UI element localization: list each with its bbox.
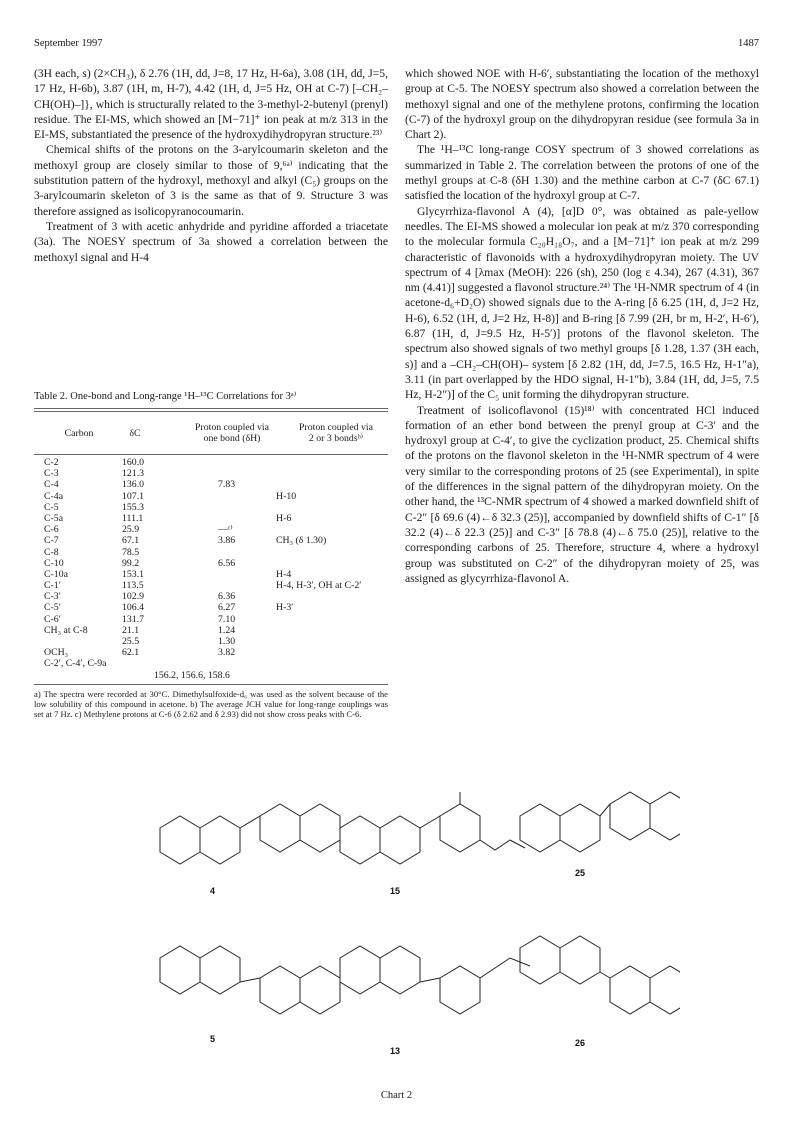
chemical-structures-chart bbox=[120, 768, 680, 1078]
structure-13 bbox=[340, 946, 530, 1014]
structure-4 bbox=[160, 804, 340, 864]
table-row bbox=[34, 524, 388, 535]
table-row bbox=[34, 502, 388, 513]
cell-dc: 155.3 bbox=[122, 501, 145, 513]
table-row bbox=[34, 457, 388, 468]
right-column bbox=[405, 66, 759, 586]
cell-carbon: C-10a bbox=[44, 568, 68, 580]
chart-title: Chart 2 bbox=[380, 1090, 413, 1101]
table-2 bbox=[34, 390, 388, 719]
header-one-bond-2: one bond (δH) bbox=[203, 433, 261, 444]
cell-one-bond: 6.27 bbox=[218, 602, 236, 614]
structure-26 bbox=[520, 936, 680, 1014]
cell-carbon: C-2 bbox=[44, 457, 59, 468]
cell-carbon: C-3 bbox=[44, 468, 59, 480]
running-header-date: September 1997 bbox=[34, 38, 103, 49]
cell-dc: 131.7 bbox=[122, 613, 145, 625]
table-row bbox=[34, 658, 388, 669]
table-bottom-rule bbox=[34, 684, 388, 685]
table-row bbox=[34, 625, 388, 636]
cell-dc: 156.2, 156.6, 158.6 bbox=[154, 669, 230, 681]
table-row bbox=[34, 602, 388, 613]
cell-one-bond: 3.86 bbox=[218, 535, 236, 547]
cell-dc: 102.9 bbox=[122, 591, 145, 603]
cell-carbon: C-1′ bbox=[44, 580, 61, 592]
cell-carbon: C-2′, C-4′, C-9a bbox=[44, 658, 107, 670]
cell-long-range: CH₃ (δ 1.30) bbox=[276, 535, 327, 547]
cell-carbon: C-7 bbox=[44, 535, 59, 547]
cell-long-range: H-6 bbox=[276, 512, 292, 524]
cell-dc: 107.1 bbox=[122, 490, 145, 502]
cell-one-bond: 1.24 bbox=[218, 624, 236, 636]
cell-one-bond: 6.36 bbox=[218, 591, 236, 603]
header-carbon: Carbon bbox=[64, 428, 94, 439]
cell-carbon: C-4 bbox=[44, 479, 59, 491]
structure-25 bbox=[520, 792, 680, 852]
compound-label-25: 25 bbox=[575, 868, 586, 878]
cell-dc: 67.1 bbox=[122, 535, 140, 547]
left-column bbox=[34, 66, 388, 265]
paragraph: Chemical shifts of the protons on the 3-arylcoumarin skeleton and the methoxyl group are closely similar to those of 9,⁶ᵃ⁾ indicating that the substitution pattern of the hydroxyl, methoxyl and alkyl (C₅) groups on the 3-arylcoumarin skeleton of 3 is the same as that of 9. Structure 3 was therefore assigned as isolicopyranocoumarin. bbox=[34, 143, 388, 218]
table-row bbox=[34, 513, 388, 524]
paragraph: Treatment of isolicoflavonol (15)¹⁸⁾ with concentrated HCl induced formation of an ether bond between the prenyl group at C-3′ and the hydroxyl group at C-4′, to give the cyclization product, 25. Chemical shifts of the protons on the flavonol skeleton in the ¹H-NMR spectrum of 4 were very similar to the corresponding protons of 25 (see Experimental), in spite of the differences in the signal pattern of the dihydropyran moiety. On the other hand, the ¹³C-NMR spectrum of 4 showed a marked downfield shift of C-2″ [δ 69.6 (4)←δ 32.3 (25)], accompanied by downfield shifts of C-1″ [δ 32.2 (4)←δ 22.3 (25)] and C-3″ [δ 78.8 (4)←δ 75.0 (25)], relative to the corresponding carbons of 25. Therefore, structure 4, where a hydroxyl group was substituted on C-2″ of the dihydropyran moiety of 25, was assigned as glycyrrhiza-flavonol A. bbox=[405, 403, 759, 585]
table-row bbox=[34, 547, 388, 558]
cell-dc: 111.1 bbox=[122, 512, 144, 524]
table-row bbox=[34, 535, 388, 546]
compound-label-13: 13 bbox=[390, 1046, 401, 1056]
cell-carbon: C-8 bbox=[44, 546, 59, 558]
table-row bbox=[34, 647, 388, 658]
cell-carbon: C-6 bbox=[44, 524, 59, 536]
table-row bbox=[34, 614, 388, 625]
compound-label-4: 4 bbox=[210, 886, 216, 896]
cell-dc: 21.1 bbox=[122, 624, 140, 636]
paragraph: Glycyrrhiza-flavonol A (4), [α]D 0°, was obtained as pale-yellow needles. The EI-MS showed a molecular ion peak at m/z 370 corresponding to the molecular formula C₂₀H₁₈O₇, and a [M−71]⁺ ion peak at m/z 299 characteristic of flavonoids with a hydroxydihydropyran moiety. The UV spectrum of 4 [λmax (MeOH): 226 (sh), 250 (log ε 4.34), 267 (4.31), 367 nm (4.41)] suggested a flavonol structure.²⁴⁾ The ¹H-NMR spectrum of 4 (in acetone-d₆+D₂O) showed signals due to the A-ring [δ 6.25 (1H, d, J=2 Hz, H-6), 6.52 (1H, d, J=2 Hz, H-8)] and B-ring [δ 7.99 (2H, br m, H-2′, H-6′), 6.87 (1H, d, J=9.5 Hz, H-5′)] protons of the flavonol skeleton. The spectrum also showed signals of two methyl groups [δ 1.28, 1.37 (3H each, s)] and a –CH₂–CH(OH)– system [δ 2.82 (1H, dd, J=7.5, 16.5 Hz, H-1″a), 3.11 (in part overlapped by the HDO signal, H-1″b), 3.84 (1H, dd, J=5, 7.5 Hz, H-2″)] of the C₅ unit forming the dihydropyran structure. bbox=[405, 204, 759, 402]
cell-carbon: C-3′ bbox=[44, 591, 61, 603]
cell-carbon: C-6′ bbox=[44, 613, 61, 625]
table-footnotes: a) The spectra were recorded at 30°C. Dimethylsulfoxide-d₆ was used as the solvent because of the low solubility of this compound in acetone. b) The average JCH value for long-range couplings was set at 7 Hz. c) Methylene protons at C-6 (δ 2.62 and δ 2.93) did not show cross peaks with C-6. bbox=[34, 688, 388, 720]
page-number: 1487 bbox=[738, 38, 759, 49]
cell-carbon: C-5′ bbox=[44, 602, 61, 614]
header-long-range-2: 2 or 3 bondsᵇ⁾ bbox=[308, 433, 364, 444]
table-body bbox=[34, 455, 388, 684]
cell-dc: 113.5 bbox=[122, 580, 144, 592]
cell-one-bond: 1.30 bbox=[218, 636, 236, 647]
compound-label-26: 26 bbox=[575, 1038, 586, 1048]
cell-long-range: H-4 bbox=[276, 568, 292, 580]
cell-one-bond: 7.10 bbox=[218, 613, 236, 625]
cell-carbon: C-5 bbox=[44, 501, 59, 513]
cell-dc: 25.9 bbox=[122, 524, 140, 536]
cell-one-bond: 7.83 bbox=[218, 479, 236, 491]
compound-label-5: 5 bbox=[210, 1034, 216, 1044]
structure-15 bbox=[340, 792, 525, 864]
structure-5 bbox=[160, 946, 340, 1014]
paragraph: which showed NOE with H-6′, substantiating the location of the methoxyl group at C-5. The NOESY spectrum also showed a correlation between the methoxyl signal and one of the methylene protons, confirming the location (C-7) of the hydroxyl group on the dihydropyran residue (see formula 3a in Chart 2). bbox=[405, 67, 759, 142]
cell-dc: 25.5 bbox=[122, 636, 140, 647]
cell-one-bond: 3.82 bbox=[218, 647, 236, 659]
paragraph: Treatment of 3 with acetic anhydride and pyridine afforded a triacetate (3a). The NOESY spectrum of 3a showed a correlation between the methoxyl signal and H-4 bbox=[34, 219, 388, 264]
table-row bbox=[34, 479, 388, 490]
cell-carbon: OCH₃ bbox=[44, 647, 69, 659]
cell-dc: 99.2 bbox=[122, 557, 140, 569]
cell-long-range: H-3′ bbox=[276, 602, 294, 614]
cell-dc: 136.0 bbox=[122, 479, 145, 491]
cell-carbon: C-5a bbox=[44, 512, 64, 524]
table-row bbox=[34, 580, 388, 591]
table-row bbox=[34, 591, 388, 602]
cell-dc: 121.3 bbox=[122, 468, 145, 480]
header-dc: δC bbox=[129, 428, 141, 439]
cell-one-bond: 6.56 bbox=[218, 557, 236, 569]
cell-long-range: H-4, H-3′, OH at C-2′ bbox=[276, 580, 362, 592]
cell-dc: 78.5 bbox=[122, 546, 140, 558]
cell-carbon: CH₃ at C-8 bbox=[44, 624, 88, 636]
cell-carbon: C-4a bbox=[44, 490, 64, 502]
cell-dc: 62.1 bbox=[122, 647, 140, 659]
table-header bbox=[34, 412, 388, 454]
table-row bbox=[34, 558, 388, 569]
compound-label-15: 15 bbox=[390, 886, 401, 896]
table-row bbox=[34, 491, 388, 502]
table-row bbox=[34, 569, 388, 580]
cell-dc: 106.4 bbox=[122, 602, 145, 614]
header-long-range-1: Proton coupled via bbox=[298, 422, 373, 433]
header-one-bond-1: Proton coupled via bbox=[194, 422, 269, 433]
cell-one-bond: —ᶜ⁾ bbox=[218, 524, 233, 536]
cell-long-range: H-10 bbox=[276, 490, 297, 502]
cell-carbon: C-10 bbox=[44, 557, 64, 569]
table-row bbox=[34, 670, 388, 681]
paragraph: (3H each, s) (2×CH₃), δ 2.76 (1H, dd, J=8, 17 Hz, H-6a), 3.08 (1H, dd, J=5, 17 Hz, H-6b), 3.87 (1H, m, H-7), 4.42 (1H, d, J=5 Hz, OH at C-7) [–CH₂–CH(OH)–]}, which is structurally related to the 3-methyl-2-butenyl (prenyl) residue. The EI-MS, which showed an [M−71]⁺ ion peak at m/z 313 in the EI-MS, substantiated the presence of the hydroxydihydropyran structure.²³⁾ bbox=[34, 67, 388, 142]
table-caption: Table 2. One-bond and Long-range ¹H–¹³C Correlations for 3ᵃ⁾ bbox=[34, 391, 297, 402]
table-row bbox=[34, 468, 388, 479]
paragraph: The ¹H–¹³C long-range COSY spectrum of 3 showed correlations as summarized in Table 2. The correlation between the protons of one of the methyl groups at C-8 (δH 1.30) and the methine carbon at C-7 (δC 67.1) satisfied the location of the hydroxyl group at C-7. bbox=[405, 143, 759, 203]
table-row bbox=[34, 636, 388, 647]
cell-dc: 160.0 bbox=[122, 457, 145, 468]
cell-dc: 153.1 bbox=[122, 568, 145, 580]
